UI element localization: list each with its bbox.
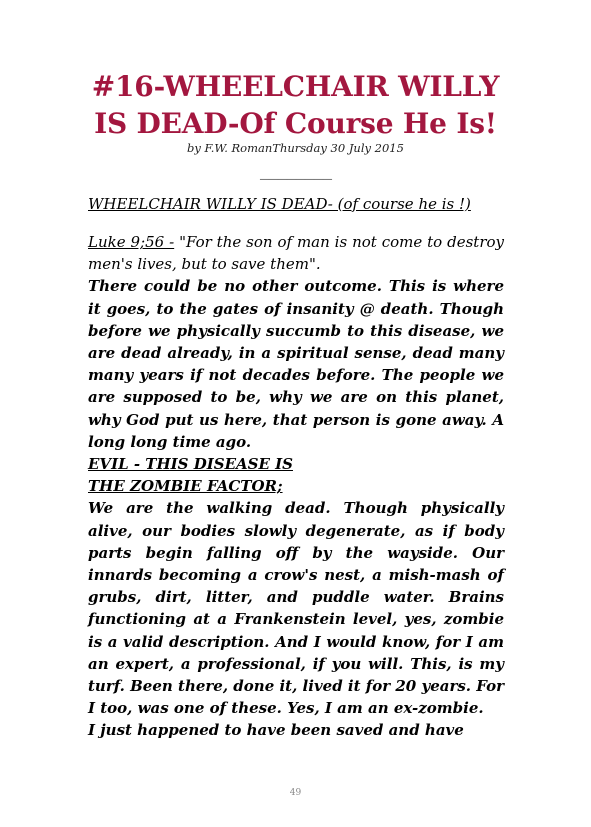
quote-text: "For the son of man is not come to destroy men's lives, but to save them". bbox=[88, 233, 504, 274]
title-line-1: #16-WHEELCHAIR WILLY bbox=[91, 70, 500, 103]
page-number: 49 bbox=[289, 788, 302, 798]
subtitle: WHEELCHAIR WILLY IS DEAD- (of course he is !) bbox=[88, 195, 471, 213]
section-heading-1: EVIL - THIS DISEASE IS bbox=[88, 455, 293, 474]
separator: ———————— bbox=[259, 174, 332, 185]
paragraph-2: We are the walking dead. Though physically alive, our bodies slowly degenerate, as if body parts begin falling off by the wayside. Our innards becoming a crow's nest, a mish-mash of grubs, dirt, litter, and puddle water. Brains functioning at a Frankenstein level, yes, zombie is a valid description. And I would know, for I am an expert, a professional, if you will. This, is my turf. Been there, done it, lived it for 20 years. For I too, was one of these. Yes, I am an ex-zombie. bbox=[88, 499, 504, 718]
quote-reference: Luke 9;56 - bbox=[88, 233, 175, 251]
title-line-2: IS DEAD-Of Course He Is! bbox=[94, 107, 497, 140]
section-heading-2: THE ZOMBIE FACTOR; bbox=[88, 477, 283, 496]
paragraph-3: I just happened to have been saved and have bbox=[88, 721, 464, 740]
byline: by F.W. RomanThursday 30 July 2015 bbox=[187, 141, 404, 155]
page-title bbox=[40, 68, 551, 142]
quote-paragraph bbox=[88, 231, 504, 275]
paragraph-1: There could be no other outcome. This is where it goes, to the gates of insanity @ death. Though before we physically succumb to this disease, we are dead already, in a spiritual sense, dead many many years if not decades before. The people we are supposed to be, why we are on this planet, why God put us here, that person is gone away. A long long time ago. bbox=[88, 277, 504, 451]
body-text bbox=[88, 231, 504, 742]
